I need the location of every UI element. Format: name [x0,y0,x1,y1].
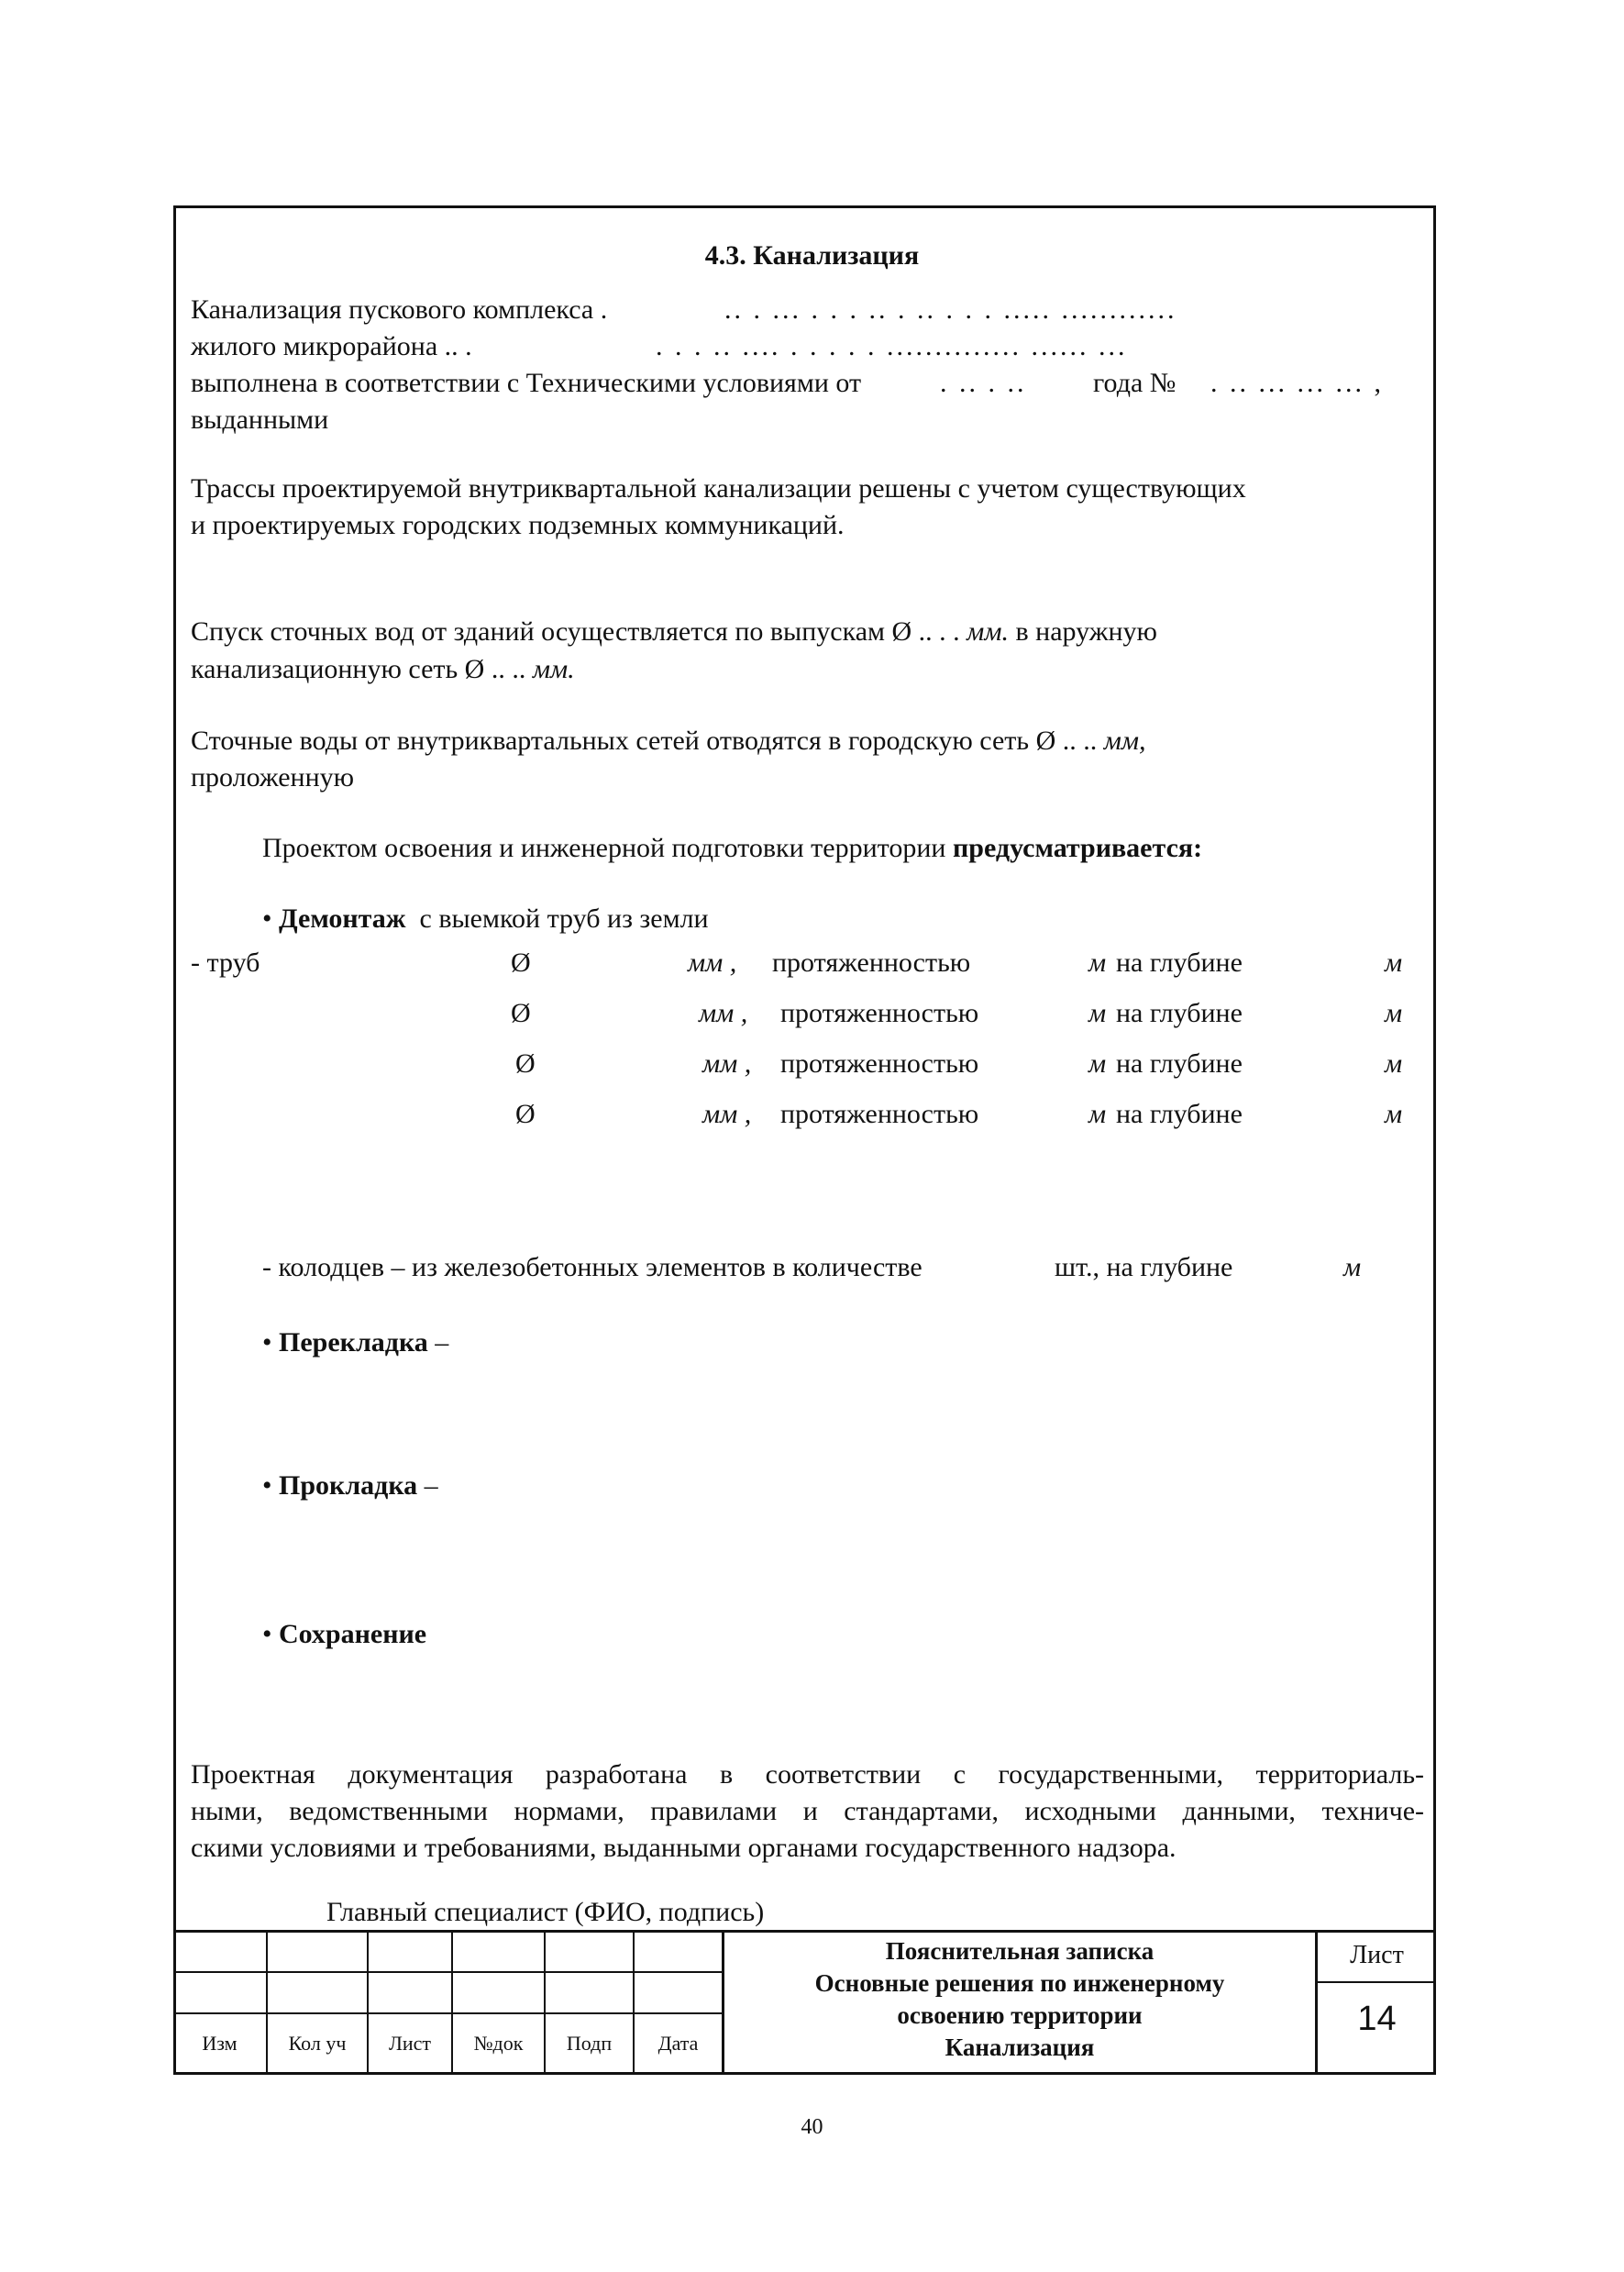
stamp-title-line4: Канализация [945,2034,1095,2061]
stamp-title-line1: Пояснительная записка [885,1937,1154,1965]
pipe-unit-m: м [1088,1048,1107,1079]
p1-line4: выданными [191,405,329,435]
pipe-unit-m: м [1088,948,1107,978]
pipe-depth-label: на глубине [1116,998,1243,1028]
p1-line3-dots2: . .. ... ... ... , [1210,368,1384,398]
stamp-title-line3: освоению территории [897,2001,1143,2029]
pipe-length-label: протяженностью [780,998,979,1028]
final-line2: ными, ведомственными нормами, правилами и стандартами, исходными данными, техниче- [191,1796,1424,1826]
stamp-title [724,1935,1315,2064]
pipes-label: - труб [191,948,260,978]
pipe-unit-mm: мм , [702,1099,752,1129]
final-line3: скими условиями и требованиями, выданными органами государственного надзора. [191,1833,1177,1863]
stamp-col-ndok: №док [473,2032,524,2055]
pipe-depth-label: на глубине [1116,1099,1243,1129]
pipe-unit-mm: мм , [699,998,748,1028]
stamp-title-line2: Основные решения по инженерному [814,1969,1225,1997]
p3-line1: Спуск сточных вод от зданий осуществляется по выпускам Ø .. . . мм. в наружную [191,616,1157,647]
pipe-unit-mm: мм , [702,1048,752,1079]
perekladka-item: • Перекладка – [262,1327,449,1358]
pipe-unit-m2: м [1385,1099,1403,1129]
signature-line: Главный специалист (ФИО, подпись) [326,1897,765,1927]
p1-line3: выполнена в соответствии с Техническими условиями от [191,368,862,398]
p4-line1: Сточные воды от внутриквартальных сетей отводятся в городскую сеть Ø .. .. мм, [191,726,1146,756]
pipe-unit-mm: мм , [688,948,737,978]
stamp-col-podp: Подп [566,2032,613,2055]
p3-line2: канализационную сеть Ø .. .. мм. [191,654,575,684]
pipe-unit-m2: м [1385,1048,1403,1079]
p2-line1: Трассы проектируемой внутриквартальной канализации решены с учетом существующих [191,473,1246,504]
prokladka-item: • Прокладка – [262,1470,438,1501]
p1-line2-dots: . . . .. .... . . . . . .............. ...... ... [656,331,1128,361]
p1-line1-dots: .. . ... . . . .. . .. . . . ..... ............ [724,294,1177,325]
wells-count-depth: шт., на глубине [1055,1252,1233,1282]
p1-line2: жилого микрорайона .. . [191,331,472,361]
pipe-diameter: Ø [511,948,531,978]
stamp-col-izm: Изм [202,2032,238,2055]
pipe-length-label: протяженностью [780,1099,979,1129]
pipe-unit-m2: м [1385,998,1403,1028]
p1-line3-year: года № [1093,368,1177,398]
pipe-diameter: Ø [511,998,531,1028]
sokhranenie-item: • Сохранение [262,1619,427,1649]
final-line1: Проектная документация разработана в соответствии с государственными, территориаль- [191,1759,1424,1790]
p4-line2: проложенную [191,762,355,792]
pipe-length-label: протяженностью [780,1048,979,1079]
p1-line1: Канализация пускового комплекса . [191,294,608,325]
stamp-sheet-number: 14 [1357,2000,1397,2038]
wells-unit: м [1343,1252,1362,1282]
pipe-diameter: Ø [515,1099,536,1129]
pipe-length-label: протяженностью [772,948,971,978]
p5-line: Проектом освоения и инженерной подготовки территории предусматривается: [262,833,1203,863]
p1-line3-dots1: . .. . .. [940,368,1027,398]
pipe-unit-m: м [1088,1099,1107,1129]
pipe-diameter: Ø [515,1048,536,1079]
pipe-depth-label: на глубине [1116,1048,1243,1079]
p2-line2: и проектируемых городских подземных коммуникаций. [191,510,845,540]
wells-line: - колодцев – из железобетонных элементов в количестве [262,1252,922,1282]
pipe-unit-m: м [1088,998,1107,1028]
stamp-col-data: Дата [657,2032,699,2055]
section-title: 4.3. Канализация [704,240,920,271]
stamp-col-kol-uch: Кол уч [288,2032,347,2055]
page-number: 40 [801,2115,823,2139]
stamp-col-list: Лист [388,2032,432,2055]
pipe-unit-m2: м [1385,948,1403,978]
pipe-depth-label: на глубине [1116,948,1243,978]
stamp-sheet-label: Лист [1350,1941,1404,1969]
demontazh-item: • Демонтаж с выемкой труб из земли [262,903,709,934]
